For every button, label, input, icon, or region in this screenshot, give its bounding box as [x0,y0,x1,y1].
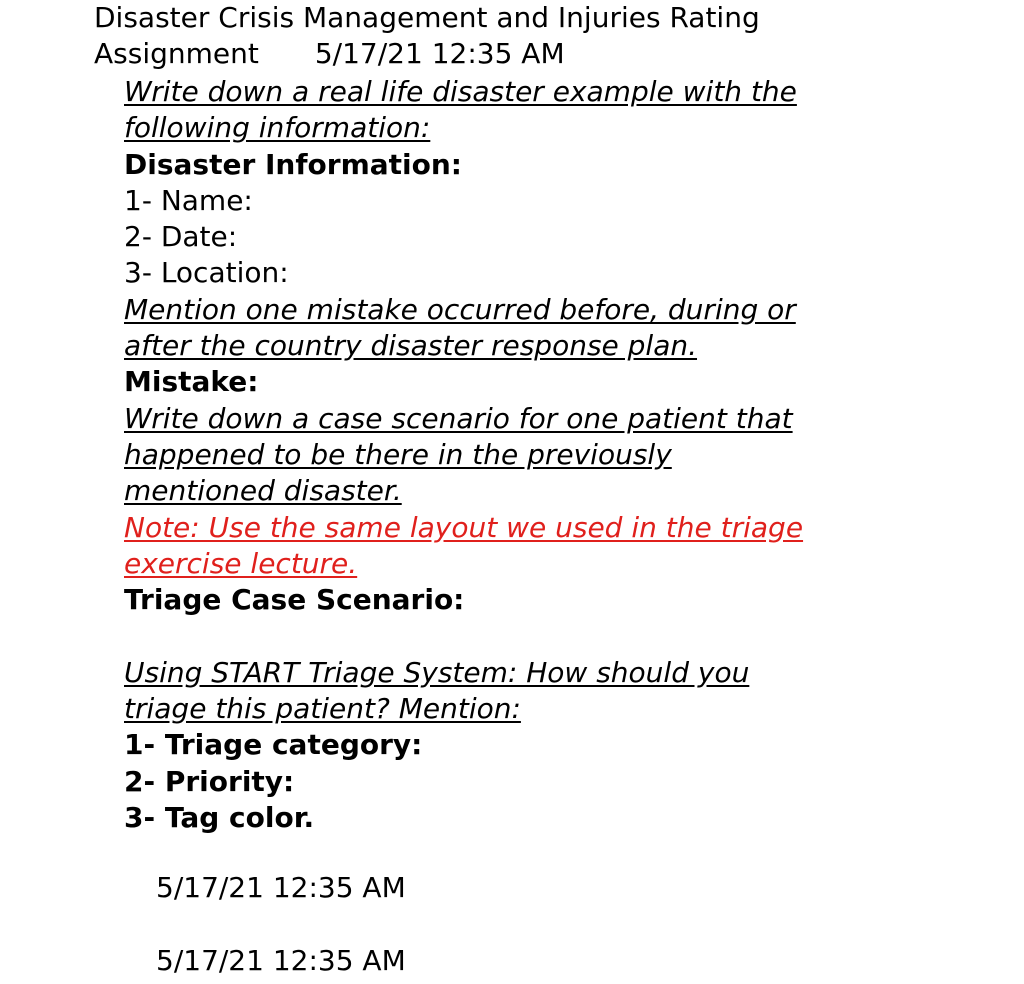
footer-timestamp: 5/17/21 12:35 AM [156,871,406,904]
instruction-line: following information: [124,111,431,145]
instruction-line: mentioned disaster. [124,474,402,508]
instruction-line: Write down a real life disaster example with the [124,75,797,108]
assignment-body [124,74,904,836]
note-line: Note: Use the same layout we used in the triage [124,510,804,544]
instruction-line: after the country disaster response plan. [124,329,698,363]
disaster-info-heading: Disaster Information: [124,147,462,181]
instruction-line: triage this patient? Mention: [124,692,521,726]
mistake-heading: Mistake: [124,365,259,399]
title-timestamp: 5/17/21 12:35 AM [314,37,565,70]
instruction-line: Using START Triage System: How should you [124,655,750,689]
document-title: Disaster Crisis Management and Injuries Rating [94,1,760,34]
footer-timestamp: 5/17/21 12:35 AM [156,944,406,977]
document-title-line2 [94,36,565,72]
disaster-info-name: 1- Name: [124,183,253,217]
triage-heading: Triage Case Scenario: [124,583,465,617]
instruction-line: Mention one mistake occurred before, during or [124,292,796,326]
title-label: Assignment [94,37,259,70]
tag-color-item: 3- Tag color. [124,800,315,834]
note-line: exercise lecture. [124,546,358,580]
disaster-info-date: 2- Date: [124,220,238,254]
disaster-info-location: 3- Location: [124,256,289,290]
triage-category-item: 1- Triage category: [124,728,423,762]
instruction-line: happened to be there in the previously [124,437,672,471]
instruction-line: Write down a case scenario for one patient that [124,401,793,435]
priority-item: 2- Priority: [124,764,295,798]
blank-line [124,618,904,654]
